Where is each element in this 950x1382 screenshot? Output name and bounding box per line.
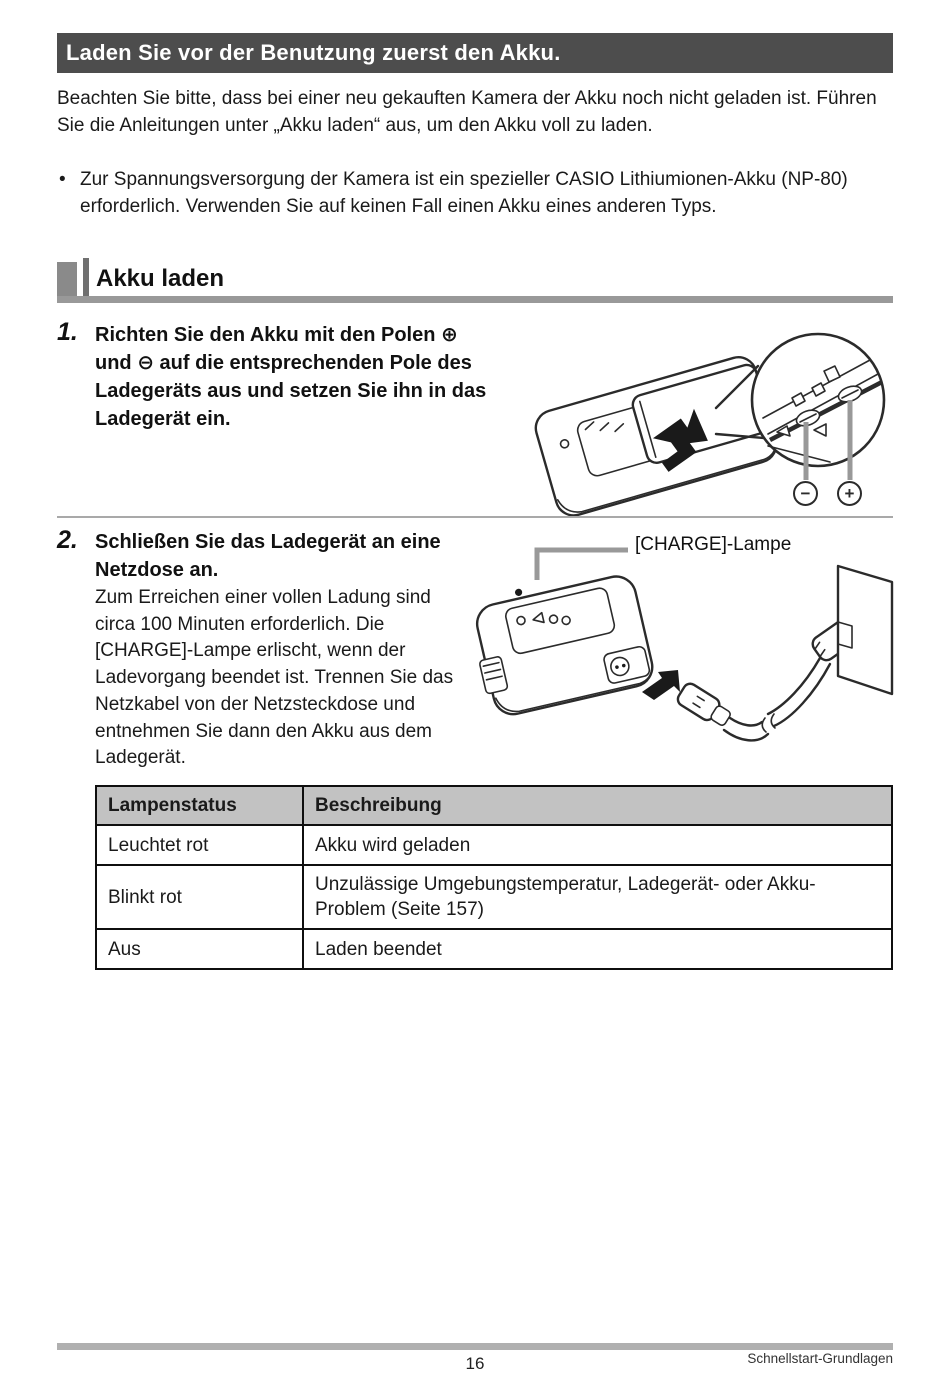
footer-rule bbox=[57, 1343, 893, 1350]
plus-pole-symbol bbox=[837, 481, 862, 506]
lamp-status-table bbox=[95, 785, 893, 970]
step2-description: Zum Erreichen einer vollen Ladung sind circa 100 Minuten erforderlich. Die [CHARGE]-Lampe erlischt, wenn der Ladevorgang beendet ist. Trennen Sie das Netzkabel von der Netzsteckdose und entnehmen Sie dann den Akku aus dem Ladegerät. bbox=[95, 587, 454, 769]
table-row bbox=[96, 825, 892, 865]
charger-outlet-illustration bbox=[462, 522, 904, 770]
description-cell: Unzulässige Umgebungstemperatur, Ladegerät- oder Akku-Problem (Seite 157) bbox=[303, 865, 892, 929]
step1-instruction: Richten Sie den Akku mit den Polen ⊕ und ⊖ auf die entsprechenden Pole des Ladegeräts aus und setzen Sie ihn in das Ladegerät ein. bbox=[95, 324, 487, 430]
plus-glyph: + bbox=[844, 484, 855, 503]
page-title-text: Laden Sie vor der Benutzung zuerst den Akku. bbox=[66, 40, 561, 65]
minus-pole-symbol bbox=[793, 481, 818, 506]
section-heading: Akku laden bbox=[96, 265, 225, 292]
intro-bullet-item bbox=[59, 166, 895, 220]
bullet-icon: • bbox=[59, 169, 66, 190]
column-header-beschreibung: Beschreibung bbox=[303, 786, 892, 825]
description-cell: Akku wird geladen bbox=[303, 825, 892, 865]
step1-number: 1. bbox=[57, 318, 78, 346]
footer-section-label: Schnellstart-Grundlagen bbox=[747, 1351, 893, 1366]
section-decoration-square bbox=[57, 262, 77, 297]
page-title bbox=[57, 33, 893, 73]
step2-instruction: Schließen Sie das Ladegerät an eine Netzdose an. bbox=[95, 531, 441, 581]
column-header-lampenstatus: Lampenstatus bbox=[96, 786, 303, 825]
intro-paragraph: Beachten Sie bitte, dass bei einer neu gekauften Kamera der Akku noch nicht geladen ist. Führen Sie die Anleitungen unter „Akku laden“ aus, um den Akku voll zu laden. bbox=[57, 88, 877, 136]
description-cell: Laden beendet bbox=[303, 929, 892, 969]
status-cell: Blinkt rot bbox=[96, 865, 303, 929]
table-header-row bbox=[96, 786, 892, 825]
table-row bbox=[96, 865, 892, 929]
charge-lamp-label: [CHARGE]-Lampe bbox=[635, 534, 792, 555]
minus-glyph: − bbox=[800, 484, 811, 503]
status-cell: Aus bbox=[96, 929, 303, 969]
table-row bbox=[96, 929, 892, 969]
bullet-text: Zur Spannungsversorgung der Kamera ist ein spezieller CASIO Lithiumionen-Akku (NP-80) erforderlich. Verwenden Sie auf keinen Fall einen Akku eines anderen Typs. bbox=[80, 169, 848, 217]
section-rule bbox=[57, 296, 893, 303]
status-cell: Leuchtet rot bbox=[96, 825, 303, 865]
page-number: 16 bbox=[465, 1354, 485, 1373]
step2-number: 2. bbox=[57, 526, 78, 554]
section-divider bbox=[57, 516, 893, 518]
